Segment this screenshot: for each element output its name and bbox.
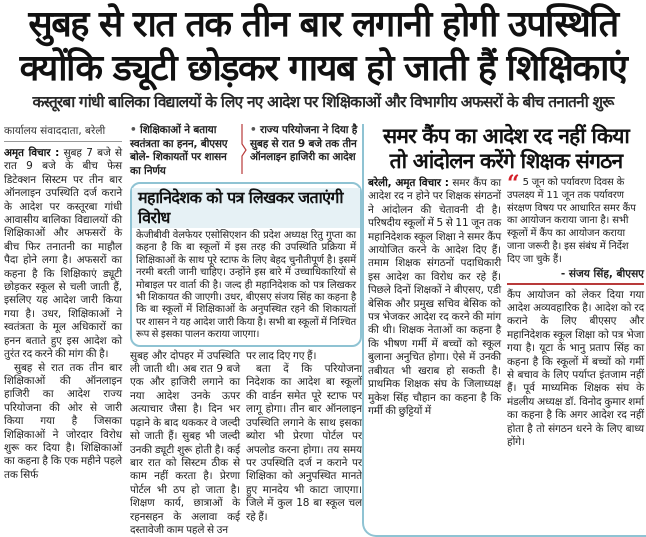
quote-mark-icon: “ <box>507 171 520 197</box>
highlight-1: • शिक्षिकाओं ने बताया स्वतंत्रता का हनन, बीएसए बोले- शिकायतों पर शासन का निर्णय <box>130 124 236 178</box>
paragraph: समर कैंप का आदेश रद न होने पर शिक्षक संगठनों ने आंदोलन की चेतावनी दी है। परिषदीय स्कूलों में 5 से 11 जून तक महानिदेशक स्कूल शिक्षा ने समर कैंप आयोजित करने के आदेश दिए हैं। तमाम शिक्षक संगठनों पदाधिकारी इस आदेश का विरोध कर रहे हैं। पिछले दिनों शिक्षकों ने बीएसए, एडी बेसिक और प्रमुख सचिव बेसिक को पत्र भेजकर आदेश रद करने की मांग की थी। शिक्षक नेताओं का कहना है कि भीषण गर्मी में बच्चों को स्कूल बुलाना अनुचित होगा। ऐसे में उनकी तबीयत भी खराब हो सकती है। प्राथमिक शिक्षक संघ के जिलाध्यक्ष मुकेश सिंह चौहान का कहना है कि गर्मी की छुट्टियों में <box>368 177 502 417</box>
second-story-col-2-wrap <box>507 171 644 449</box>
quote-text <box>507 171 644 267</box>
paragraph: पर लाद दिए गए हैं। <box>246 349 317 362</box>
main-story-right <box>126 124 362 537</box>
main-story-col-1 <box>4 147 122 482</box>
quote-attribution: - संजय सिंह, बीएसए <box>560 267 644 280</box>
main-story-col-1-wrap <box>0 124 126 537</box>
dateline: अमृत विचार : <box>4 147 60 159</box>
page-body <box>0 124 646 537</box>
headline-line-2: क्योंकि ड्यूटी छोड़कर गायब हो जाती हैं शिक्षिकाएं <box>19 48 627 89</box>
quote-body: 5 जून को पर्यावरण दिवस के उपलक्ष्य में 11 जून तक पर्यावरण संरक्षण विषय पर आधारित समर कैंप का आयोजन कराया जाना है। सभी स्कूलों में कैंप का आयोजन कराया जाना जरूरी है। इस संबंध में निर्देश दिए जा चुके हैं। <box>507 177 636 265</box>
main-story-col-2: सुबह और दोपहर में उपस्थिति ली जाती थी। अब रात 9 बजे एक और हाजिरी लगाने का नया आदेश उनके ऊपर अत्याचार जैसा है। दिन भर पढ़ाने के बाद थककर वे जल्दी सो जाती हैं। सुबह भी जल्दी उनकी ड्यूटी शुरू होती है। कई बार रात को सिस्टम ठीक से काम नहीं करता है। प्रेरणा पोर्टल भी ठप हो जाता है। शिक्षण कार्य, छात्राओं के रहनसहन के अलावा कई दस्तावेजी काम पहले से उन <box>130 349 240 536</box>
second-story <box>362 124 646 537</box>
main-story <box>0 124 362 537</box>
highlights <box>130 124 362 178</box>
paragraph: बता दें कि परियोजना निदेशक का आदेश बा स्कूलों की वार्डन समेत पूरे स्टाफ पर लागू होगा। तीन बार ऑनलाइन उपस्थिति लगाने के साथ इसका ब्योरा भी प्रेरणा पोर्टल पर अपलोड करना होगा। तय समय पर उपस्थिति दर्ज न कराने पर शिक्षिका को अनुपस्थित मानते हुए मानदेय भी काटा जाएगा। जिले में कुल 18 बा स्कूल चल रहे हैं। <box>246 363 362 523</box>
sidebox-text: केजीबीवी वेलफेयर एसोसिएशन की प्रदेश अध्यक्ष रितु गुप्ता का कहना है कि बा स्कूलों में इस तरह की उपस्थिति प्रक्रिया में शिक्षिकाओं के साथ पूरे स्टाफ के लिए बेहद चुनौतीपूर्ण है। इसमें नरमी बरती जानी चाहिए। उन्होंने इस बारे में उच्चाधिकारियों से मोबाइल पर वार्ता की है। जल्द ही महानिदेशक को पत्र लिखकर भी शिकायत की जाएगी। उधर, बीएसए संजय सिंह का कहना है कि बा स्कूलों में शिक्षिकाओं के अनुपस्थित रहने की शिकायतों पर शासन ने यह आदेश जारी किया है। सभी बा स्कूलों में निश्चित रूप से इसका पालन कराया जाएगा। <box>136 230 356 341</box>
sidebox-title: महानिदेशक को पत्र लिखकर जताएंगी विरोध <box>132 188 360 228</box>
subheadline: कस्तूरबा गांधी बालिका विद्यालयों के लिए नए आदेश पर शिक्षिकाओं और विभागीय अफसरों के बीच तनातनी शुरू <box>32 93 614 111</box>
quote-rule <box>507 283 644 285</box>
headline-line-1: सुबह से रात तक तीन बार लगानी होगी उपस्थिति <box>28 4 618 45</box>
dateline: बरेली, अमृत विचार : <box>368 177 449 189</box>
highlight-2: • राज्य परियोजना ने दिया है सुबह से रात 9 बजे तक तीन ऑनलाइन हाजिरी का आदेश <box>250 124 362 165</box>
divider-zigzag <box>238 124 248 174</box>
main-story-col-3 <box>246 350 362 537</box>
sidebox <box>130 182 362 347</box>
second-headline-line-1: समर कैंप का आदेश रद नहीं किया <box>382 124 630 148</box>
main-story-lower <box>130 350 362 537</box>
second-story-col-1 <box>368 177 501 449</box>
second-story-col-2: कैंप आयोजन को लेकर दिया गया आदेश अव्यवहारिक है। आदेश को रद कराने के लिए बीएसए और महानिदेशक स्कूल शिक्षा को पत्र भेजा गया है। यूटा के भानु प्रताप सिंह का कहना है कि स्कूलों में बच्चों को गर्मी से बचाव के लिए पर्याप्त इंतजाम नहीं हैं। पूर्व माध्यमिक शिक्षक संघ के मंडलीय अध्यक्ष डॉ. विनोद कुमार शर्मा का कहना है कि अगर आदेश रद नहीं होता है तो संगठन धरने के लिए बाध्य होंगे। <box>507 288 644 449</box>
paragraph: सुबह से रात तक तीन बार शिक्षिकाओं की ऑनलाइन हाजिरी का आदेश राज्य परियोजना की ओर से जारी किया गया है जिसका शिक्षिकाओं ने जोरदार विरोध शुरू कर दिया है। शिक्षिकाओं का कहना है कि एक महीने पहले तक सिर्फ <box>4 361 122 481</box>
byline: कार्यालय संवाददाता, बरेली <box>4 124 122 142</box>
second-headline-line-2: तो आंदोलन करेंगे शिक्षक संगठन <box>389 149 623 173</box>
second-story-columns <box>368 171 644 449</box>
paragraph: सुबह 7 बजे से रात 9 बजे के बीच फेस डिटेक्शन सिस्टम पर तीन बार ऑनलाइन उपस्थिति दर्ज कराने के आदेश पर कस्तूरबा गांधी आवासीय बालिका विद्यालयों की शिक्षिकाओं और अफसरों के बीच फिर तनातनी का माहौल पैदा होने लगा है। अफसरों का कहना है कि शिक्षिकाएं ड्यूटी छोड़कर स्कूल से चली जाती हैं, इसलिए यह आदेश जारी किया गया है। उधर, शिक्षिकाओं ने स्वतंत्रता के मूल अधिकारों का हनन बताते हुए इस आदेश को तुरंत रद करने की मांग की है। <box>4 147 122 361</box>
